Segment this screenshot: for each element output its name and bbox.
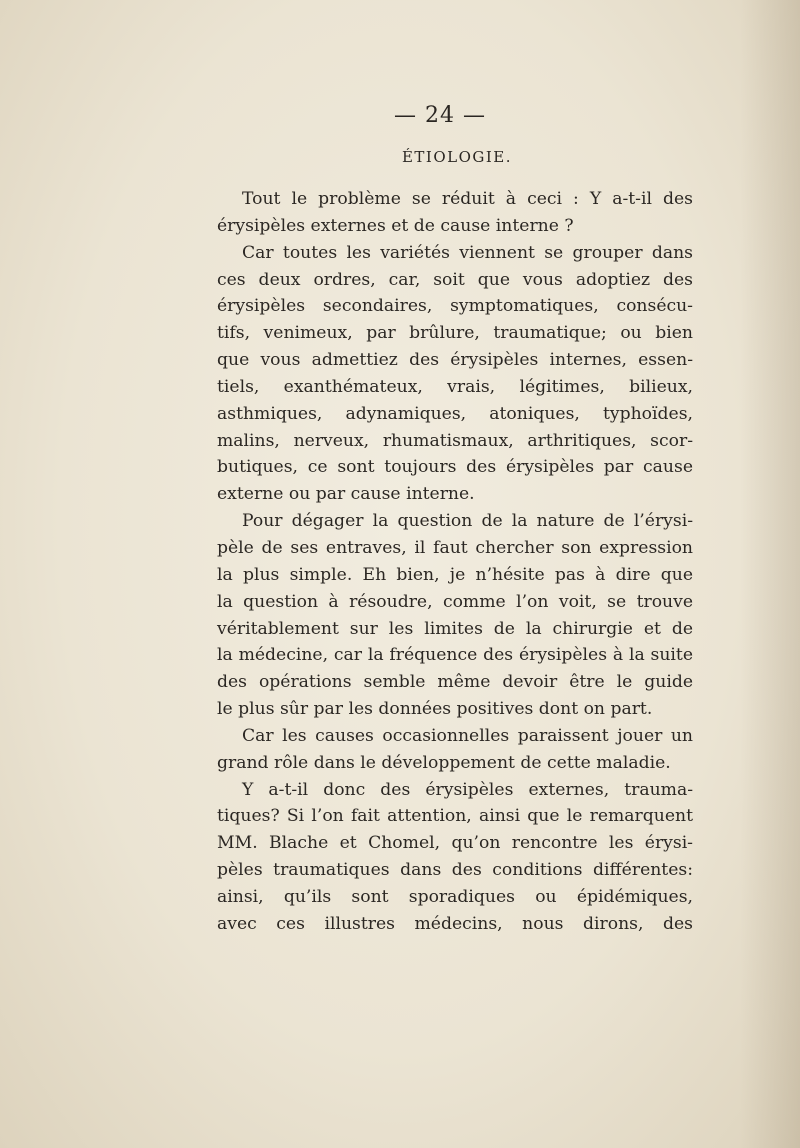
page-edge-shadow (740, 0, 800, 1148)
text-line: pèles traumatiques dans des conditions différentes: (217, 860, 693, 881)
text-line: la question à résoudre, comme l’on voit, se trouve (217, 591, 693, 612)
text-line: pèle de ses entraves, il faut chercher son expression (217, 537, 693, 558)
text-line: Pour dégager la question de la nature de l’érysi- (242, 511, 693, 532)
text-line: que vous admettiez des érysipèles internes, essen- (217, 350, 693, 371)
text-line: grand rôle dans le développement de cette maladie. (217, 752, 671, 773)
text-line: Car toutes les variétés viennent se grouper dans (242, 242, 693, 263)
text-line: tiels, exanthémateux, vrais, légitimes, bilieux, (217, 376, 693, 397)
text-line: malins, nerveux, rhumatismaux, arthritiques, scor- (217, 430, 693, 451)
text-line: avec ces illustres médecins, nous dirons, des (217, 913, 693, 934)
text-line: ainsi, qu’ils sont sporadiques ou épidémiques, (217, 886, 693, 907)
section-heading: ÉTIOLOGIE. (401, 148, 513, 166)
text-line: véritablement sur les limites de la chirurgie et de (217, 618, 693, 639)
text-line: Tout le problème se réduit à ceci : Y a-t-il des (242, 189, 693, 209)
text-line: la plus simple. Eh bien, je n’hésite pas à dire que (217, 564, 693, 585)
text-line: le plus sûr par les données positives dont on part. (217, 699, 653, 720)
text-line: la médecine, car la fréquence des érysipèles à la suite (217, 645, 693, 666)
page-number: — 24 — (394, 103, 486, 128)
text-line: Car les causes occasionnelles paraissent jouer un (242, 725, 693, 746)
text-line: externe ou par cause interne. (217, 484, 475, 505)
text-line: butiques, ce sont toujours des érysipèles par cause (217, 457, 693, 478)
text-line: asthmiques, adynamiques, atoniques, typhoïdes, (217, 403, 693, 424)
text-line: tiques? Si l’on fait attention, ainsi que le remarquent (217, 806, 693, 827)
text-line: érysipèles externes et de cause interne ? (217, 215, 574, 236)
text-line: des opérations semble même devoir être le guide (217, 672, 693, 693)
text-line: MM. Blache et Chomel, qu’on rencontre les érysi- (217, 833, 693, 854)
text-line: érysipèles secondaires, symptomatiques, consécu- (217, 296, 693, 317)
body-text (217, 186, 693, 938)
text-line: ces deux ordres, car, soit que vous adoptiez des (217, 269, 693, 290)
text-line: Y a-t-il donc des érysipèles externes, trauma- (242, 779, 693, 800)
text-line: tifs, venimeux, par brûlure, traumatique; ou bien (217, 323, 693, 344)
